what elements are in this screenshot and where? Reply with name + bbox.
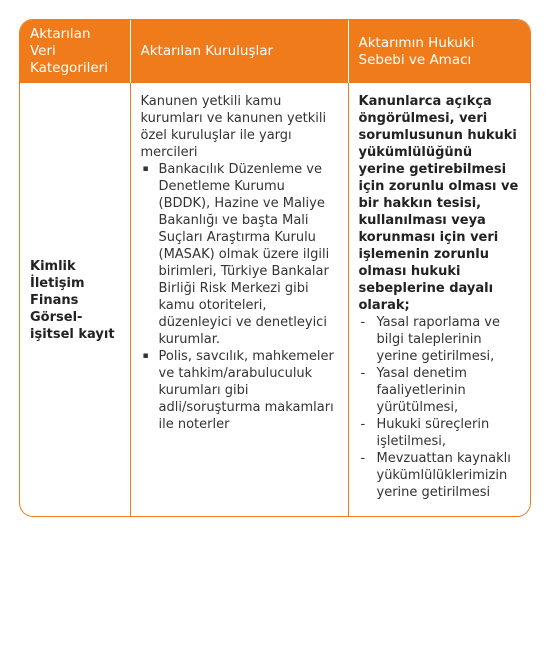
legal-basis-intro: Kanunlarca açıkça öngörülmesi, veri sorumlusunun hukuki yükümlülüğünü yerine getirebilmesi için zorunlu olması ve bir hakkın tesisi, kullanılması veya korunması için veri işlemenin zorunlu olması hukuki sebeplerine dayalı olarak; bbox=[358, 94, 519, 313]
category-contact: İletişim bbox=[30, 276, 85, 291]
table-header-row bbox=[20, 20, 530, 83]
header-institutions: Aktarılan Kuruluşlar bbox=[130, 20, 348, 83]
legal-purpose-item: - Mevzuattan kaynaklı yükümlülüklerimizin yerine getirilmesi bbox=[359, 450, 521, 501]
category-identity: Kimlik bbox=[30, 259, 76, 274]
transfer-table bbox=[20, 20, 530, 516]
header-data-categories: Aktarılan Veri Kategorileri bbox=[20, 20, 130, 83]
legal-purpose-item: - Hukuki süreçlerin işletilmesi, bbox=[359, 416, 521, 450]
category-audiovisual: Görsel-işitsel kayıt bbox=[30, 310, 115, 342]
legal-purpose-item: - Yasal raporlama ve bilgi taleplerinin yerine getirilmesi, bbox=[359, 314, 521, 365]
institutions-intro: Kanunen yetkili kamu kurumları ve kanunen yetkili özel kuruluşlar ile yargı mercileri bbox=[140, 94, 327, 160]
categories-cell bbox=[20, 83, 130, 516]
institutions-list bbox=[141, 161, 338, 433]
header-legal-basis: Aktarımın Hukuki Sebebi ve Amacı bbox=[348, 20, 530, 83]
legal-basis-cell bbox=[348, 83, 530, 516]
institution-item: ▪ Polis, savcılık, mahkemeler ve tahkim/arabuluculuk kurumları gibi adli/soruşturma makamları ile noterler bbox=[141, 348, 338, 433]
institution-item: ▪ Bankacılık Düzenleme ve Denetleme Kurumu (BDDK), Hazine ve Maliye Bakanlığı ve başta Mali Suçları Araştırma Kurulu (MASAK) olmak üzere ilgili birimleri, Türkiye Bankalar Birliği Risk Merkezi gibi kamu otoriteleri, düzenleyici ve denetleyici kurumlar. bbox=[141, 161, 338, 348]
category-finance: Finans bbox=[30, 293, 79, 308]
legal-purpose-list bbox=[359, 314, 521, 501]
data-transfer-table bbox=[19, 19, 531, 517]
institutions-cell bbox=[130, 83, 348, 516]
legal-purpose-item: - Yasal denetim faaliyetlerinin yürütülmesi, bbox=[359, 365, 521, 416]
table-row bbox=[20, 83, 530, 516]
